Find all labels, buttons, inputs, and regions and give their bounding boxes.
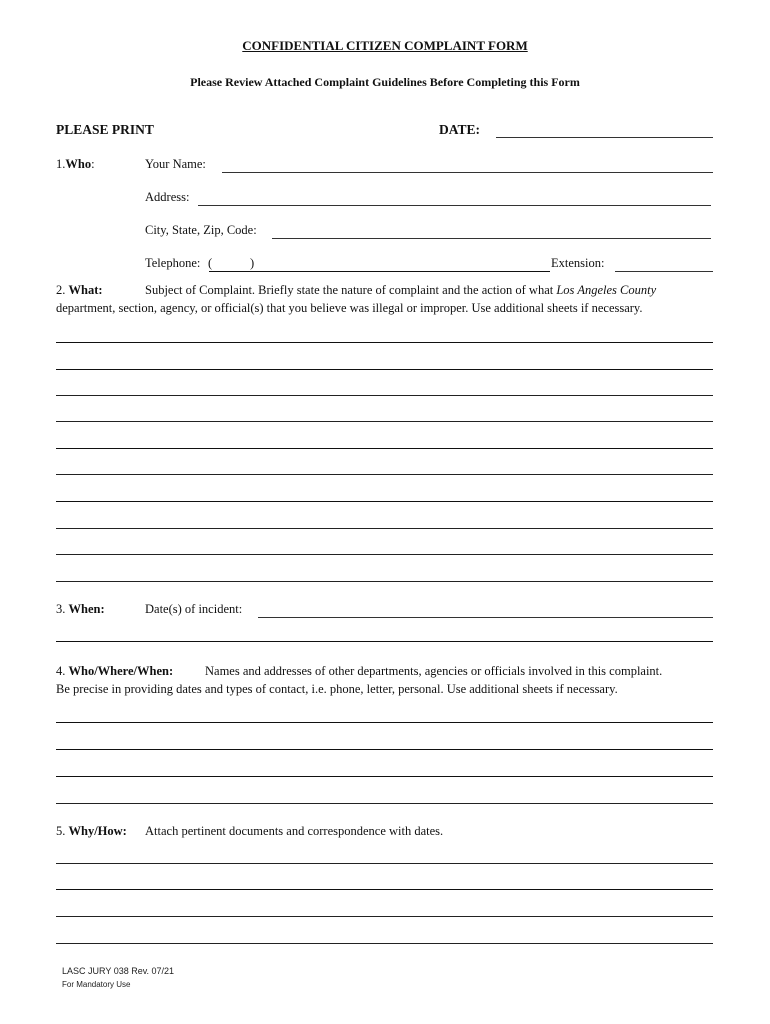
who-where-when-answer-line[interactable] (56, 776, 713, 777)
section-label: When: (68, 602, 105, 616)
what-answer-line[interactable] (56, 501, 713, 502)
telephone-label: Telephone: (145, 256, 201, 270)
date-field[interactable] (496, 137, 713, 138)
section-number: 4. (56, 664, 66, 678)
incident-date-field[interactable] (258, 617, 713, 618)
what-instructions-text: Subject of Complaint. Briefly state the nature of complaint and the action of what (145, 283, 557, 297)
your-name-label: Your Name: (145, 157, 206, 171)
form-title: CONFIDENTIAL CITIZEN COMPLAINT FORM (242, 38, 528, 53)
section-label: Who (65, 157, 92, 171)
section-why-how-heading (56, 824, 127, 839)
what-answer-line[interactable] (56, 342, 713, 343)
why-how-answer-line[interactable] (56, 863, 713, 864)
who-where-when-answer-line[interactable] (56, 803, 713, 804)
what-answer-line[interactable] (56, 421, 713, 422)
why-how-instructions: Attach pertinent documents and correspondence with dates. (145, 824, 444, 838)
extension-field[interactable] (615, 271, 713, 272)
who-where-when-answer-line[interactable] (56, 722, 713, 723)
section-colon: : (91, 157, 95, 171)
date-label: DATE: (439, 122, 481, 137)
section-label: What: (68, 283, 103, 297)
what-answer-line[interactable] (56, 448, 713, 449)
why-how-answer-line[interactable] (56, 889, 713, 890)
address-label: Address: (145, 190, 190, 204)
please-print-label: PLEASE PRINT (56, 122, 154, 137)
city-state-zip-label: City, State, Zip, Code: (145, 223, 257, 237)
area-code-close-paren: ) (250, 256, 255, 270)
what-instructions-line2: department, section, agency, or official(s) that you believe was illegal or improper. Use additional sheets if necessary. (56, 301, 643, 315)
who-where-when-answer-line[interactable] (56, 749, 713, 750)
what-instructions-line1 (145, 283, 656, 298)
section-who-heading (56, 157, 95, 172)
section-when-heading (56, 602, 105, 617)
who-where-when-instructions-line1: Names and addresses of other departments, agencies or officials involved in this complaint. (205, 664, 663, 678)
why-how-answer-line[interactable] (56, 943, 713, 944)
county-name: Los Angeles County (556, 283, 657, 297)
why-how-answer-line[interactable] (56, 916, 713, 917)
what-answer-line[interactable] (56, 369, 713, 370)
what-answer-line[interactable] (56, 474, 713, 475)
section-what-heading (56, 283, 103, 298)
who-where-when-instructions-line2: Be precise in providing dates and types of contact, i.e. phone, letter, personal. Use additional sheets if necessary. (56, 682, 618, 696)
telephone-field[interactable] (209, 271, 550, 272)
form-subtitle: Please Review Attached Complaint Guidelines Before Completing this Form (190, 75, 580, 89)
section-number: 5. (56, 824, 66, 838)
section-number: 1. (56, 157, 66, 171)
what-answer-line[interactable] (56, 528, 713, 529)
when-answer-line[interactable] (56, 641, 713, 642)
address-field[interactable] (198, 205, 711, 206)
form-id: LASC JURY 038 Rev. 07/21 (62, 966, 175, 976)
section-label: Why/How: (68, 824, 127, 838)
area-code-open-paren: ( (208, 256, 213, 270)
extension-label: Extension: (551, 256, 605, 270)
your-name-field[interactable] (222, 172, 713, 173)
what-answer-line[interactable] (56, 554, 713, 555)
form-usage: For Mandatory Use (62, 980, 131, 989)
section-number: 2. (56, 283, 66, 297)
section-who-where-when-heading (56, 664, 173, 679)
incident-date-label: Date(s) of incident: (145, 602, 243, 616)
what-answer-line[interactable] (56, 395, 713, 396)
section-number: 3. (56, 602, 66, 616)
city-state-zip-field[interactable] (272, 238, 711, 239)
what-answer-line[interactable] (56, 581, 713, 582)
section-label: Who/Where/When: (68, 664, 174, 678)
